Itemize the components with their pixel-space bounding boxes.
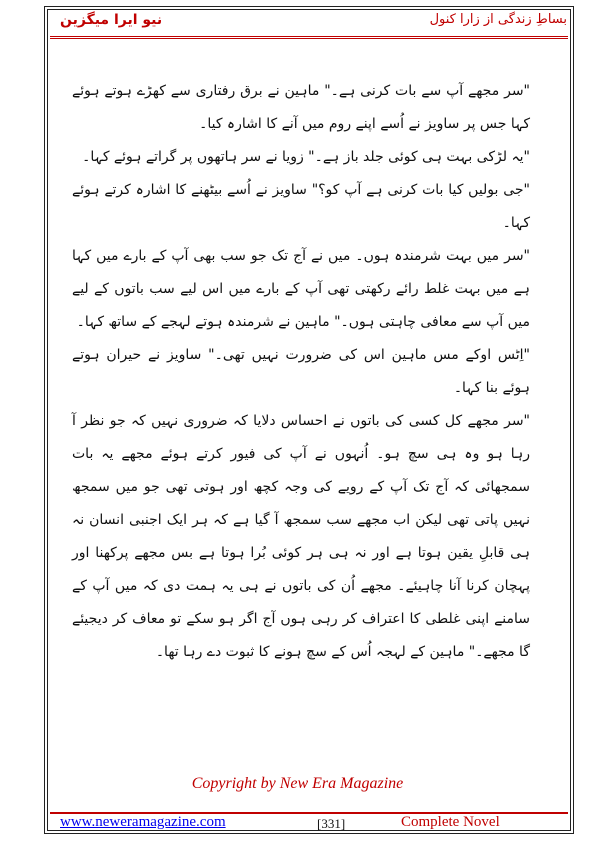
copyright-notice: Copyright by New Era Magazine <box>191 775 404 792</box>
header-magazine-name: نیو ایرا میگزین <box>60 12 163 28</box>
header-divider <box>50 36 568 39</box>
paragraph: "جی بولیں کیا بات کرنی ہے آپ کو؟" ساویز نے اُسے بیٹھنے کا اشارہ کرتے ہوئے کہا۔ <box>72 182 530 231</box>
paragraph: "یہ لڑکی بہت ہی کوئی جلد باز ہے۔" زویا نے سر ہاتھوں پر گراتے ہوئے کہا۔ <box>82 149 530 165</box>
header-novel-title: بساطِ زندگی از زارا کنول <box>429 12 567 27</box>
paragraph: "سر میں بہت شرمندہ ہوں۔ میں نے آج تک جو سب بھی آپ کے بارے میں کہا ہے میں بہت غلط رائے رکھتی تھی آپ کے بارے میں اس لیے سب باتوں کے لیے میں آپ سے معافی چاہتی ہوں۔" ماہین نے شرمندہ ہوتے لہجے کے ساتھ کہا۔ <box>72 248 530 330</box>
story-body <box>72 75 530 669</box>
page-number: [331] <box>317 816 346 831</box>
paragraph: "سر مجھے آپ سے بات کرنی ہے۔" ماہین نے برق رفتاری سے کھڑے ہوتے ہوئے کہا جس پر ساویز نے اُسے اپنے روم میں آنے کا اشارہ کیا۔ <box>72 83 530 132</box>
paragraph: "سر مجھے کل کسی کی باتوں نے احساس دلایا کہ ضروری نہیں کہ جو نظر آ رہا ہو وہ ہی سچ ہو۔ اُنہوں نے آپ کی فیور کرتے ہوئے مجھے یہ بات سمجھائی کہ آج تک آپ کے رویے کی وجہ کچھ اور ہوتی تھی جو میں سمجھ نہیں پاتی تھی لیکن اب مجھے سب سمجھ آ گیا ہے کہ ہر ایک اجنبی انسان نہ ہی قابلِ یقین ہوتا ہے اور نہ ہی ہر کوئی بُرا ہوتا ہے بس مجھے پرکھنا اور پہچان کرنا آنا چاہیئے۔ مجھے اُن کی باتوں نے ہی یہ ہمت دی کہ میں آپ کے سامنے اپنی غلطی کا اعتراف کر رہی ہوں آج اگر ہو سکے تو معاف کر دیجیئے گا مجھے۔" ماہین کے لہجہ اُس کے سچ ہونے کا ثبوت دے رہا تھا۔ <box>72 413 530 660</box>
paragraph: "اِٹس اوکے مس ماہین اس کی ضرورت نہیں تھی۔" ساویز نے حیران ہوتے ہوئے بنا کہا۔ <box>72 347 530 396</box>
website-link[interactable]: www.neweramagazine.com <box>60 814 226 830</box>
section-label: Complete Novel <box>401 814 500 830</box>
